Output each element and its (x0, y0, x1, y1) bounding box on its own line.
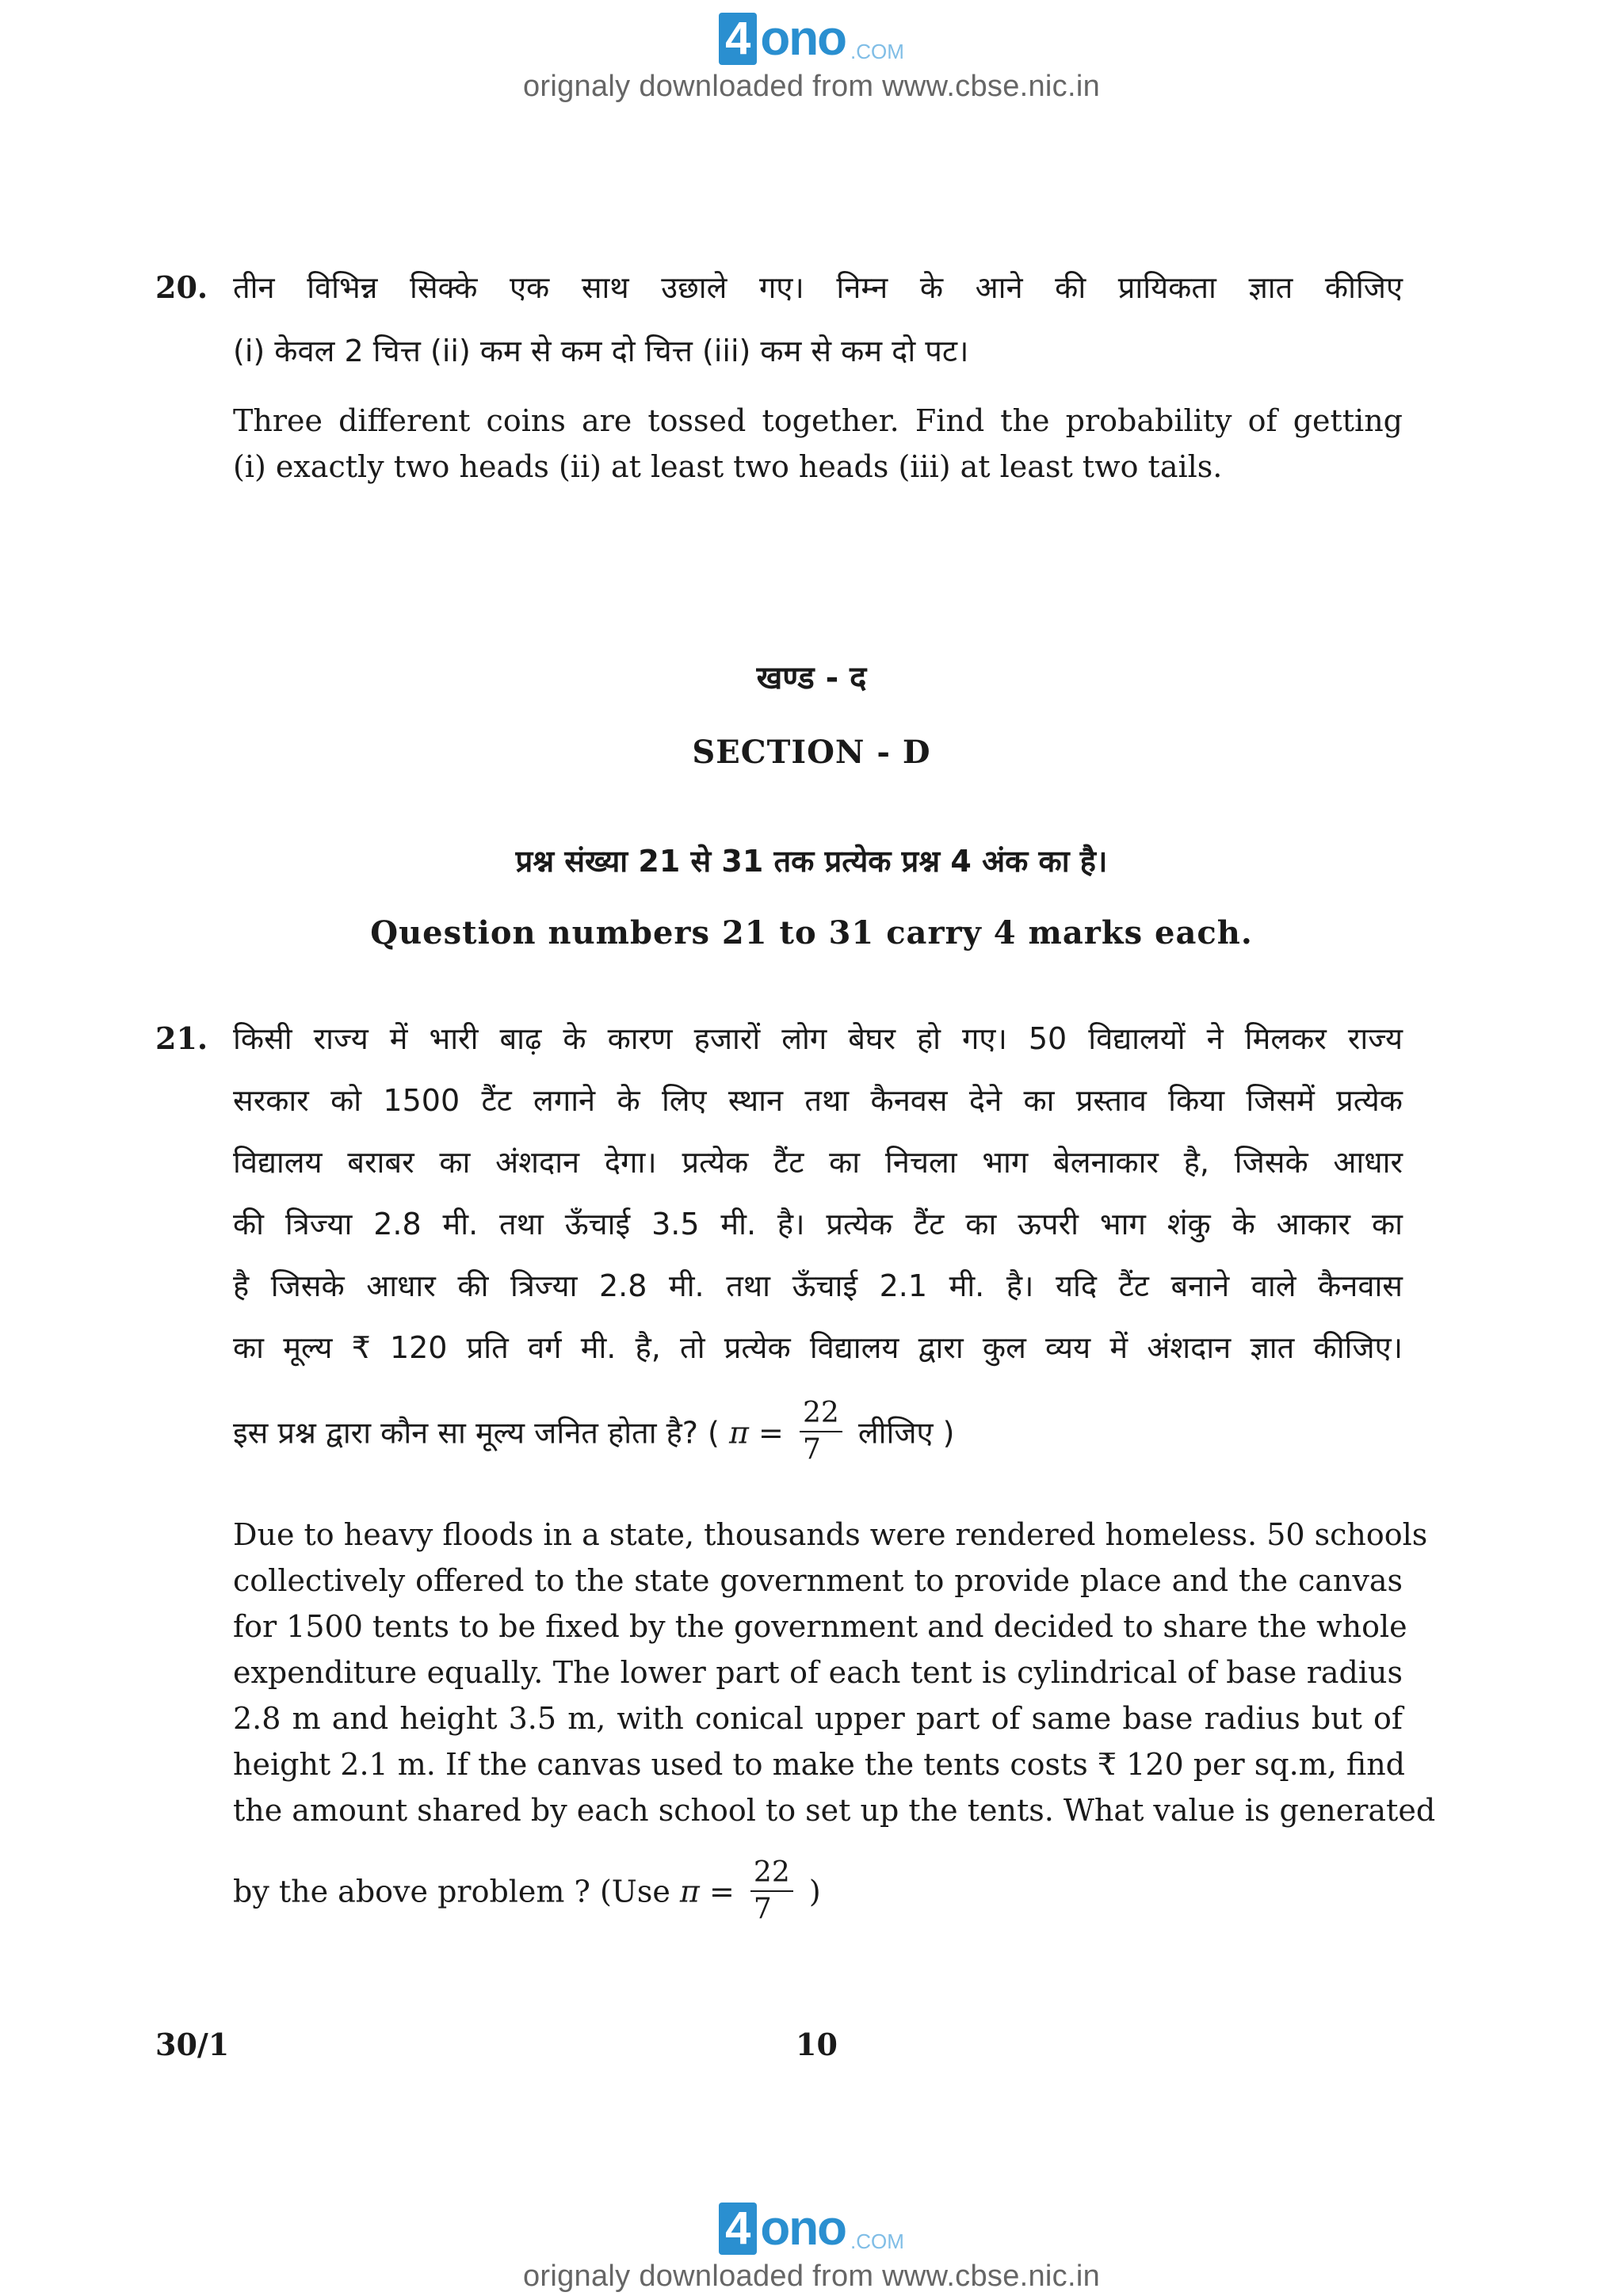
value-question-suffix: लीजिए ) (857, 1415, 955, 1451)
question-number: 20. (155, 269, 208, 305)
question-hindi-line: की त्रिज्या 2.8 मी. तथा ऊँचाई 3.5 मी. है। प्रत्येक टैंट का ऊपरी भाग शंकु के आकार का (233, 1207, 1403, 1241)
question-english-line: height 2.1 m. If the canvas used to make the tents costs ₹ 120 per sq.m, find (233, 1747, 1405, 1782)
question-english-line: Due to heavy floods in a state, thousands were rendered homeless. 50 schools (233, 1517, 1428, 1552)
question-number: 21. (155, 1020, 208, 1056)
watermark-bottom (0, 2195, 1623, 2294)
logo-box: 4 (719, 2203, 757, 2255)
watermark-caption: orignaly downloaded from www.cbse.nic.in (522, 70, 1101, 103)
value-question-prefix: इस प्रश्न द्वारा कौन सा मूल्य जनित होता है? ( (233, 1415, 720, 1451)
logo-word: ono (760, 2201, 846, 2256)
fraction-numerator: 22 (800, 1396, 842, 1432)
section-instruction-hindi: प्रश्न संख्या 21 से 31 तक प्रत्येक प्रश्न 4 अंक का है। (515, 844, 1108, 879)
fraction-numerator: 22 (750, 1855, 793, 1892)
question-hindi-line: किसी राज्य में भारी बाढ़ के कारण हजारों लोग बेघर हो गए। 50 विद्यालयों ने मिलकर राज्य (233, 1021, 1403, 1056)
fraction-22-7 (800, 1396, 842, 1467)
paper-code: 30/1 (155, 2027, 230, 2062)
page-number: 10 (796, 2027, 838, 2062)
question-english-line: for 1500 tents to be fixed by the government and decided to share the whole (233, 1609, 1407, 1644)
section-title-english: SECTION - D (692, 734, 931, 771)
question-hindi-line: का मूल्य ₹ 120 प्रति वर्ग मी. है, तो प्रत्येक विद्यालय द्वारा कुल व्यय में अंशदान ज्ञात कीजिए। (233, 1330, 1403, 1365)
logo-ext: .COM (850, 2229, 904, 2253)
site-logo (719, 5, 904, 65)
pi-symbol: π = (679, 1874, 735, 1909)
value-question-suffix: ) (808, 1874, 821, 1909)
question-hindi-line: तीन विभिन्न सिक्के एक साथ उछाले गए। निम्न के आने की प्रायिकता ज्ञात कीजिए (233, 270, 1403, 305)
question-hindi-line: सरकार को 1500 टैंट लगाने के लिए स्थान तथा कैनवस देने का प्रस्ताव किया जिसमें प्रत्येक (233, 1083, 1403, 1118)
section-title-hindi: खण्ड - द (756, 660, 867, 696)
fraction-22-7 (750, 1855, 793, 1927)
question-english-value-line (233, 1856, 1403, 1930)
logo-box: 4 (719, 13, 757, 65)
fraction-denominator: 7 (802, 1433, 821, 1466)
question-hindi-line: है जिसके आधार की त्रिज्या 2.8 मी. तथा ऊँचाई 2.1 मी. है। यदि टैंट बनाने वाले कैनवास (233, 1268, 1403, 1303)
question-english-line: collectively offered to the state government to provide place and the canvas (233, 1563, 1403, 1598)
site-logo (719, 2195, 904, 2255)
watermark-top (0, 5, 1623, 104)
question-hindi-line: विद्यालय बराबर का अंशदान देगा। प्रत्येक टैंट का निचला भाग बेलनाकार है, जिसके आधार (233, 1145, 1403, 1180)
watermark-caption: orignaly downloaded from www.cbse.nic.in (522, 2260, 1101, 2293)
fraction-denominator: 7 (753, 1893, 772, 1925)
logo-ext: .COM (850, 40, 904, 63)
section-instruction-english: Question numbers 21 to 31 carry 4 marks each. (370, 914, 1253, 952)
question-hindi-value-line (233, 1399, 1403, 1470)
pi-symbol: π = (728, 1415, 784, 1451)
question-english-line: the amount shared by each school to set up the tents. What value is generated (233, 1793, 1436, 1828)
logo-word: ono (760, 11, 846, 66)
question-english-line: Three different coins are tossed together. Find the probability of getting (233, 403, 1403, 438)
value-question-prefix: by the above problem ? (Use (233, 1874, 670, 1909)
question-hindi-line: (i) केवल 2 चित्त (ii) कम से कम दो चित्त (iii) कम से कम दो पट। (233, 334, 969, 368)
question-english-line: expenditure equally. The lower part of each tent is cylindrical of base radius (233, 1655, 1403, 1690)
question-english-line: 2.8 m and height 3.5 m, with conical upper part of same base radius but of (233, 1701, 1403, 1736)
question-english-line: (i) exactly two heads (ii) at least two heads (iii) at least two tails. (233, 449, 1223, 484)
